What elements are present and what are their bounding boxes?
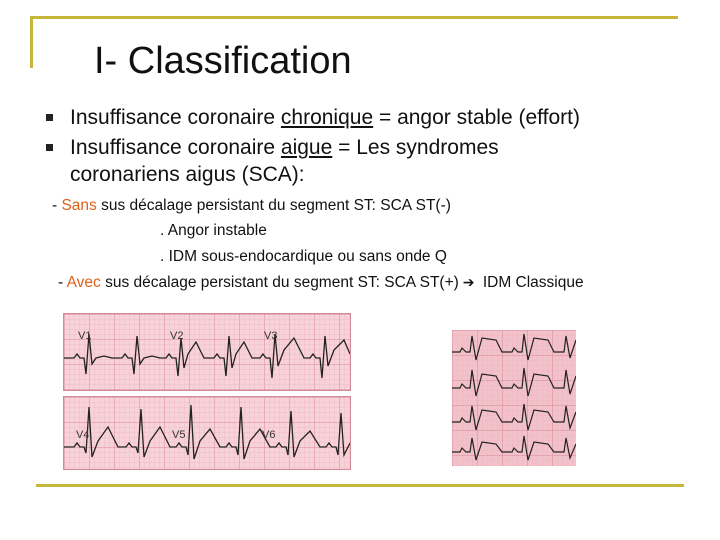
square-bullet-icon [46, 144, 53, 151]
bullet-underlined-text: chronique [280, 106, 374, 129]
avec-line-text: sus décalage persistant du segment ST: SCA ST(+) [100, 274, 459, 291]
bullet-text: coronariens aigus (SCA): [70, 163, 305, 186]
ecg-trace-top [64, 314, 350, 390]
bullet-text: = angor stable (effort) [373, 106, 580, 129]
ecg-st-elevation-image [452, 330, 576, 466]
sans-item: . Angor instable [160, 222, 267, 239]
ecg-strip-top [63, 313, 351, 391]
dash-text: - [52, 197, 62, 214]
avec-result-text: IDM Classique [478, 274, 584, 291]
lead-label: V3 [264, 330, 278, 342]
frame-top-rule [30, 16, 678, 19]
ecg-strip-bottom [63, 396, 351, 470]
lead-label: V4 [76, 429, 90, 441]
lead-label: V5 [172, 429, 186, 441]
bullet-list [46, 104, 696, 191]
slide-title: I- Classification [94, 40, 352, 82]
lead-label: V6 [262, 429, 276, 441]
sans-line [52, 197, 451, 215]
bullet-text: Insuffisance coronaire [70, 106, 281, 129]
bullet-item [46, 104, 696, 131]
ecg-trace-right [452, 330, 576, 466]
bullet-item [46, 134, 696, 188]
bullet-text: = Les syndromes [332, 136, 499, 159]
frame-left-rule [30, 16, 33, 68]
bullet-underlined-text: aigue [280, 136, 333, 159]
frame-bottom-rule [36, 484, 684, 487]
lead-label: V2 [170, 330, 184, 342]
sans-item: . IDM sous-endocardique ou sans onde Q [160, 248, 447, 265]
lead-label: V1 [78, 330, 92, 342]
ecg-trace-bottom [64, 397, 350, 469]
sans-label: Sans [61, 197, 97, 214]
bullet-text: Insuffisance coronaire [70, 136, 281, 159]
square-bullet-icon [46, 114, 53, 121]
right-arrow-icon: ➔ [462, 274, 475, 290]
avec-label: Avec [66, 274, 101, 291]
dash-text: - [58, 274, 67, 291]
sans-line-text: sus décalage persistant du segment ST: SCA ST(-) [96, 197, 451, 214]
avec-line [58, 274, 584, 292]
